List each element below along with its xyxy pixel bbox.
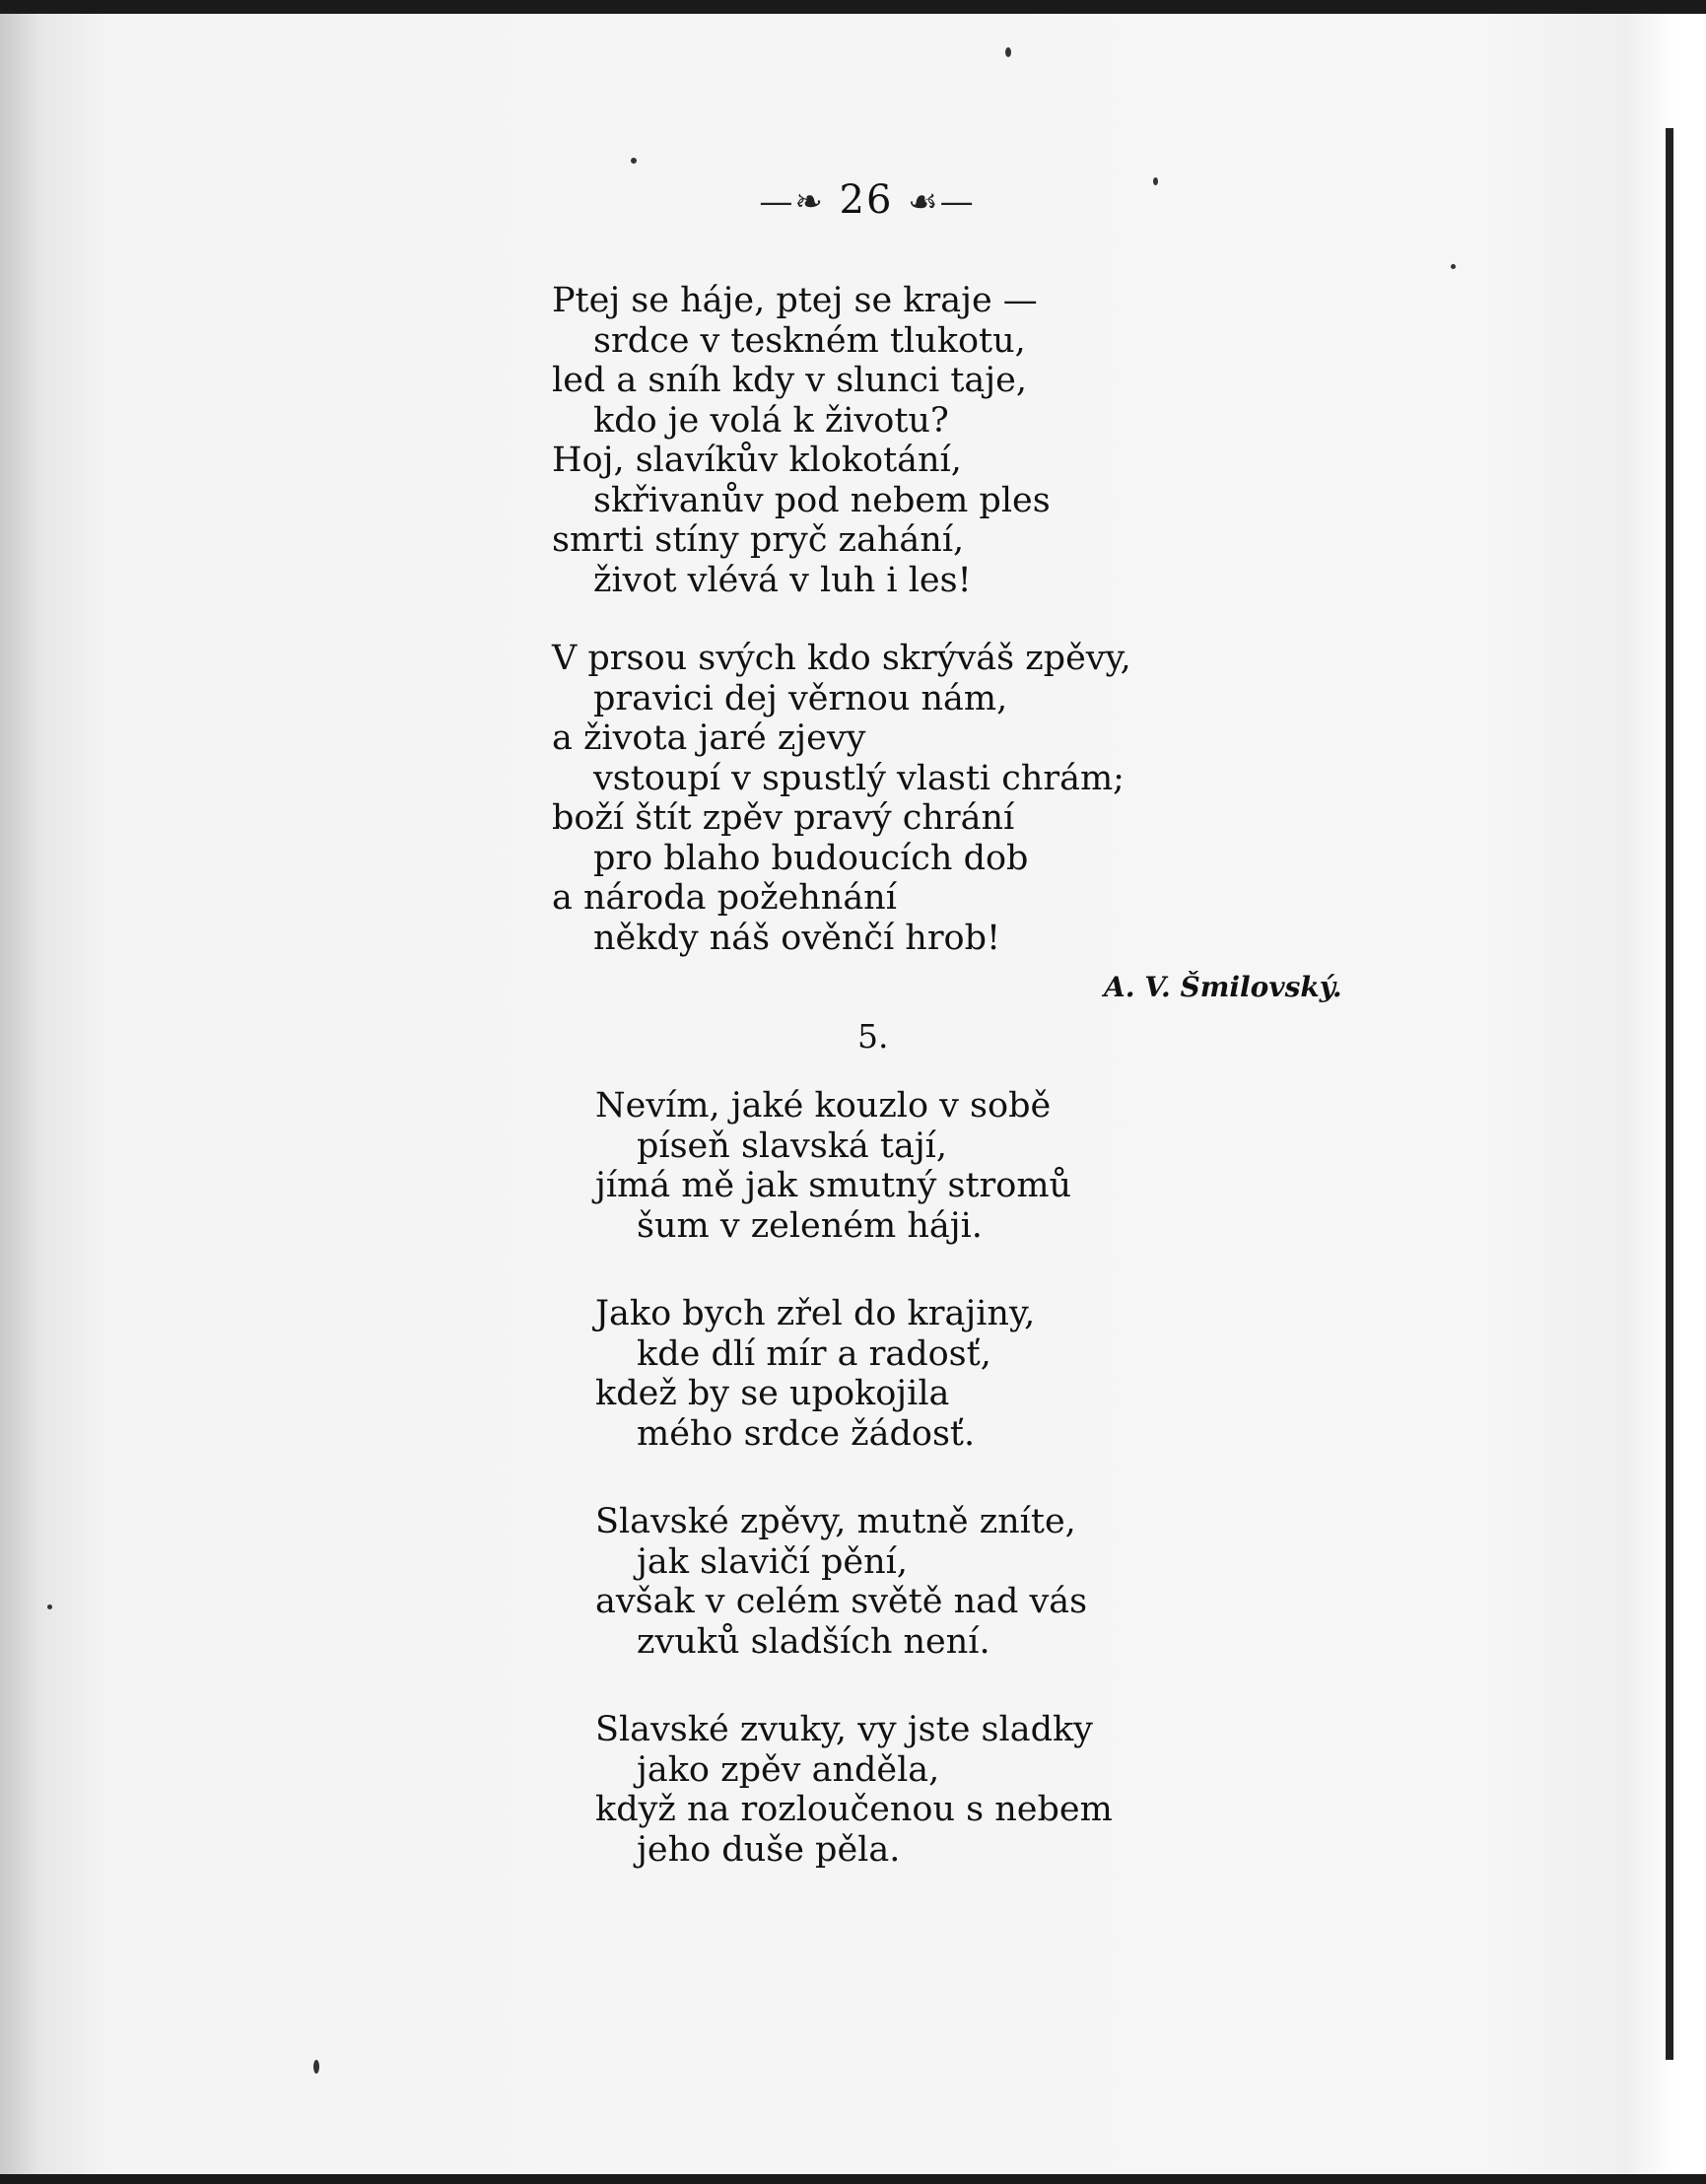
verse-line: led a sníh kdy v slunci taje, xyxy=(552,361,1027,400)
verse-line: Nevím, jaké kouzlo v sobě xyxy=(595,1086,1052,1126)
verse-line: Jako bych zřel do krajiny, xyxy=(595,1294,1036,1333)
poem-stanza xyxy=(552,639,1131,958)
verse-line: když na rozloučenou s nebem xyxy=(595,1790,1113,1829)
verse-line: pro blaho budoucích dob xyxy=(593,838,1029,878)
verse-line: vstoupí v spustlý vlasti chrám; xyxy=(593,758,1125,798)
scan-speck xyxy=(47,1604,52,1609)
verse-line: někdy náš ověnčí hrob! xyxy=(593,918,1001,958)
scan-speck xyxy=(1005,47,1011,57)
verse-line: kde dlí mír a radosť, xyxy=(637,1333,991,1374)
verse-line: smrti stíny pryč zahání, xyxy=(552,520,965,560)
page-binding-edge xyxy=(1666,128,1673,2060)
verse-line: skřivanův pod nebem ples xyxy=(593,480,1051,520)
poem-stanza xyxy=(552,281,1051,600)
page-number-header xyxy=(729,177,1005,223)
ornament-right-icon: ☙— xyxy=(908,182,976,222)
verse-line: a života jaré zjevy xyxy=(552,718,866,758)
verse-line: jako zpěv anděla, xyxy=(637,1749,940,1790)
verse-line: píseň slavská tají, xyxy=(637,1126,947,1166)
verse-line: V prsou svých kdo skrýváš zpěvy, xyxy=(552,639,1131,678)
page-bottom-edge xyxy=(0,2174,1706,2184)
verse-line: a národa požehnání xyxy=(552,878,897,918)
verse-line: Slavské zpěvy, mutně zníte, xyxy=(595,1502,1076,1541)
verse-line: kdež by se upokojila xyxy=(595,1374,950,1413)
poem-stanza xyxy=(595,1294,1035,1454)
verse-line: kdo je volá k životu? xyxy=(593,400,949,441)
scan-speck xyxy=(313,2060,319,2074)
page-top-edge xyxy=(0,0,1706,14)
verse-line: Ptej se háje, ptej se kraje — xyxy=(552,281,1038,320)
poem-author: A. V. Šmilovský. xyxy=(1104,971,1342,1003)
verse-line: mého srdce žádosť. xyxy=(637,1413,976,1454)
verse-line: jeho duše pěla. xyxy=(637,1829,901,1870)
poem-number: 5. xyxy=(857,1017,889,1056)
verse-line: jímá mě jak smutný stromů xyxy=(595,1166,1072,1205)
verse-line: zvuků sladších není. xyxy=(637,1621,990,1662)
scan-speck xyxy=(1153,177,1158,185)
poem-stanza xyxy=(595,1710,1113,1870)
verse-line: srdce v teskném tlukotu, xyxy=(593,320,1026,361)
verse-line: Slavské zvuky, vy jste sladky xyxy=(595,1710,1093,1749)
verse-line: pravici dej věrnou nám, xyxy=(593,678,1008,718)
poem-stanza xyxy=(595,1502,1087,1662)
scan-speck xyxy=(1451,264,1456,269)
verse-line: šum v zeleném háji. xyxy=(637,1205,983,1246)
ornament-left-icon: —❧ xyxy=(759,182,825,222)
scan-speck xyxy=(631,158,637,164)
verse-line: avšak v celém světě nad vás xyxy=(595,1582,1088,1621)
verse-line: Hoj, slavíkův klokotání, xyxy=(552,441,962,480)
verse-line: jak slavičí pění, xyxy=(637,1541,908,1582)
page-number: 26 xyxy=(839,177,894,223)
verse-line: boží štít zpěv pravý chrání xyxy=(552,798,1015,838)
verse-line: život vlévá v luh i les! xyxy=(593,560,972,600)
poem-stanza xyxy=(595,1086,1071,1246)
